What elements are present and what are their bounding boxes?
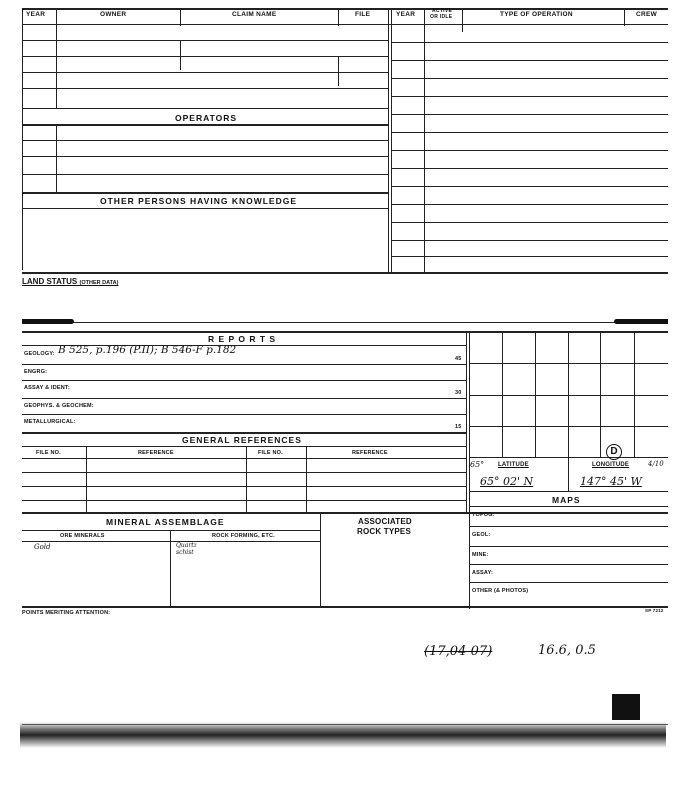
engrg-label: ENGRG: [24, 369, 48, 375]
associated-label-2: ROCK TYPES [357, 527, 412, 536]
gr-file-no-2: FILE NO. [258, 450, 283, 456]
rock-forming-label: ROCK FORMING, ETC. [212, 533, 275, 539]
latitude-label: LATITUDE [498, 462, 529, 468]
code-value: 16.6, 0.5 [538, 643, 596, 658]
maps-other: OTHER (& PHOTOS) [472, 588, 529, 594]
land-status-sub: (OTHER DATA) [79, 280, 119, 286]
general-references-heading: GENERAL REFERENCES [182, 435, 302, 445]
ore-minerals-label: ORE MINERALS [60, 533, 105, 539]
maps-geol: GEOL: [472, 532, 491, 538]
row-num-15: 15 [455, 424, 462, 430]
header-crew: CREW [636, 11, 658, 18]
associated-label-1: ASSOCIATED [358, 517, 412, 526]
metallurgical-label: METALLURGICAL: [24, 419, 76, 425]
longitude-value: 147° 45' W [580, 475, 642, 488]
gr-reference-2: REFERENCE [352, 450, 388, 456]
longitude-label: LONGITUDE [592, 462, 630, 468]
geophys-label: GEOPHYS. & GEOCHEM: [24, 403, 94, 409]
gr-reference-1: REFERENCE [138, 450, 174, 456]
header-file: FILE [355, 11, 371, 18]
other-persons-heading: OTHER PERSONS HAVING KNOWLEDGE [100, 196, 298, 206]
header-owner: OWNER [100, 11, 127, 18]
scan-mark-square [612, 694, 640, 720]
land-status-title: LAND STATUS (OTHER DATA) [22, 277, 119, 286]
ore-mineral-value: Gold [34, 543, 51, 551]
header-type-of-operation: TYPE OF OPERATION [500, 11, 573, 18]
lon-suffix: 4/10 [648, 460, 664, 468]
header-active: ACTIVE [432, 8, 453, 14]
row-num-30: 30 [455, 390, 462, 396]
gr-file-no-1: FILE NO. [36, 450, 61, 456]
lat-prefix: 65° [470, 460, 485, 469]
header-year: YEAR [26, 11, 46, 18]
maps-assay: ASSAY: [472, 570, 494, 576]
scan-bottom-smear [20, 722, 666, 748]
operators-heading: OPERATORS [175, 113, 238, 123]
reports-heading: R E P O R T S [208, 334, 277, 344]
latitude-value: 65° 02' N [480, 475, 534, 488]
geology-label: GEOLOGY: [24, 351, 55, 357]
circled-mark: D [606, 444, 622, 460]
header-year-right: YEAR [396, 11, 416, 18]
maps-mine: MINE: [472, 552, 489, 558]
assay-ident-label: ASSAY & IDENT: [24, 385, 70, 391]
mineral-assemblage-heading: MINERAL ASSEMBLAGE [106, 517, 225, 527]
header-claim-name: CLAIM NAME [232, 11, 277, 18]
header-or-idle: OR IDLE [430, 14, 453, 20]
rock-value-1: Quartz [176, 542, 197, 549]
maps-topog: TOPOG: [472, 512, 495, 518]
points-meriting-attention: POINTS MERITING ATTENTION: [22, 610, 111, 616]
row-num-45: 45 [455, 356, 462, 362]
form-number: SP 7212 [645, 608, 664, 613]
rock-value-2: schist [176, 549, 194, 556]
geology-value: B 525, p.196 (P.II); B 546-F p.182 [58, 344, 237, 356]
struck-code: (17,04-07) [424, 644, 493, 659]
maps-heading: MAPS [552, 495, 581, 505]
